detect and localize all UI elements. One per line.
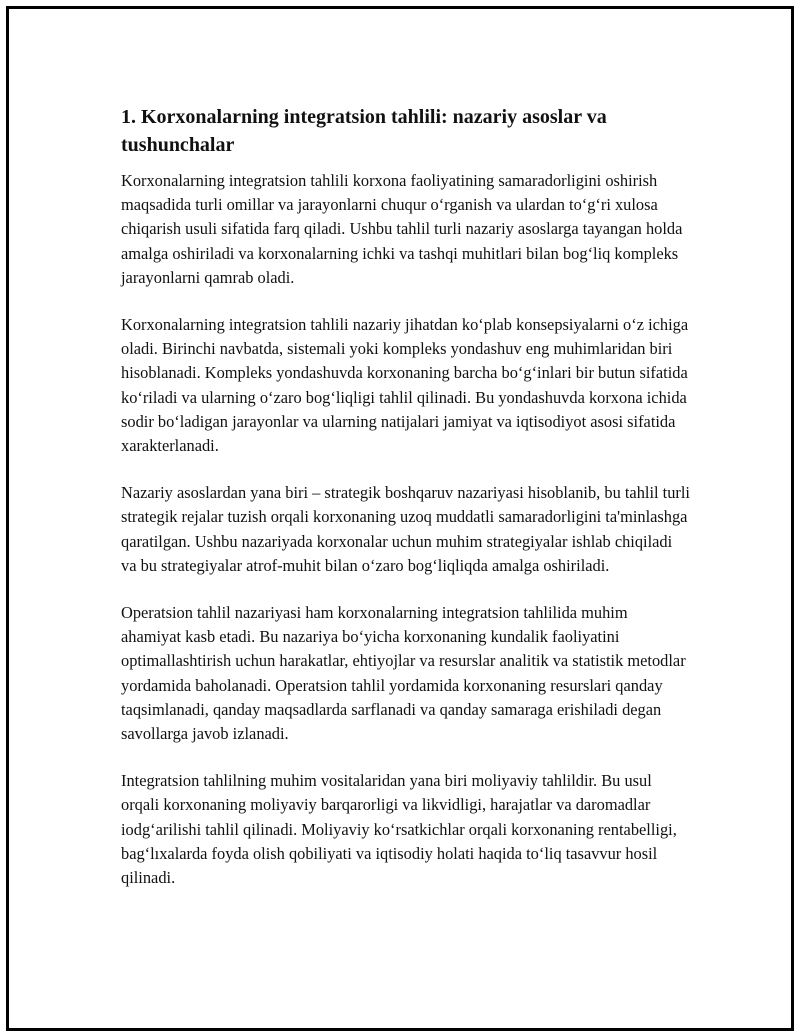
page-frame xyxy=(6,6,794,1031)
document-body xyxy=(121,95,691,913)
paragraph-1: Korxonalarning integratsion tahlili korxona faoliyatining samaradorligini oshirish maqsadida turli omillar va jarayonlarni chuqur oʻrganish va ulardan toʻgʻri xulosa chiqarish usuli sifatida farq qiladi. Ushbu tahlil turli nazariy asoslarga tayangan holda amalga oshiriladi va korxonalarning ichki va tashqi muhitlari bilan bogʻliq kompleks jarayonlarni qamrab oladi. xyxy=(121,171,683,287)
paragraph-3: Nazariy asoslardan yana biri – strategik boshqaruv nazariyasi hisoblanib, bu tahlil turli strategik rejalar tuzish orqali korxonaning uzoq muddatli samaradorligini ta'minlashga qaratilgan. Ushbu nazariyada korxonalar uchun muhim strategiyalar ishlab chiqiladi va bu strategiyalar atrof-muhit bilan oʻzaro bogʻliqliqda amalga oshiriladi. xyxy=(121,483,690,575)
paragraph-4: Operatsion tahlil nazariyasi ham korxonalarning integratsion tahlilida muhim ahamiyat kasb etadi. Bu nazariya boʻyicha korxonaning kundalik faoliyatini optimallashtirish uchun harakatlar, ehtiyojlar va resurslar analitik va statistik metodlar yordamida baholanadi. Operatsion tahlil yordamida korxonaning resurslari qanday taqsimlanadi, qanday maqsadlarda sarflanadi va qanday samaraga erishiladi degan savollarga javob izlanadi. xyxy=(121,603,686,744)
section-heading: 1. Korxonalarning integratsion tahlili: nazariy asoslar va tushunchalar xyxy=(121,106,607,156)
paragraph-5: Integratsion tahlilning muhim vositalaridan yana biri moliyaviy tahlildir. Bu usul orqali korxonaning moliyaviy barqarorligi va likvidligi, harajatlar va daromadlar iodgʻarilishi tahlil qilinadi. Moliyaviy koʻrsatkichlar orqali korxonaning rentabelligi, bagʻlıxalarda foyda olish qobiliyati va iqtisodiy holati haqida toʻliq tasavvur hosil qilinadi. xyxy=(121,771,677,888)
paragraph-2: Korxonalarning integratsion tahlili nazariy jihatdan koʻplab konsepsiyalarni oʻz ichiga oladi. Birinchi navbatda, sistemali yoki kompleks yondashuv eng muhimlaridan biri hisoblanadi. Kompleks yondashuvda korxonaning barcha boʻgʻinlari bir butun sifatida koʻriladi va ularning oʻzaro bogʻliqligi tahlil qilinadi. Bu yondashuvda korxona ichida sodir boʻladigan jarayonlar va ularning natijalari jamiyat va iqtisodiyot asosi sifatida xarakterlanadi. xyxy=(121,315,689,456)
